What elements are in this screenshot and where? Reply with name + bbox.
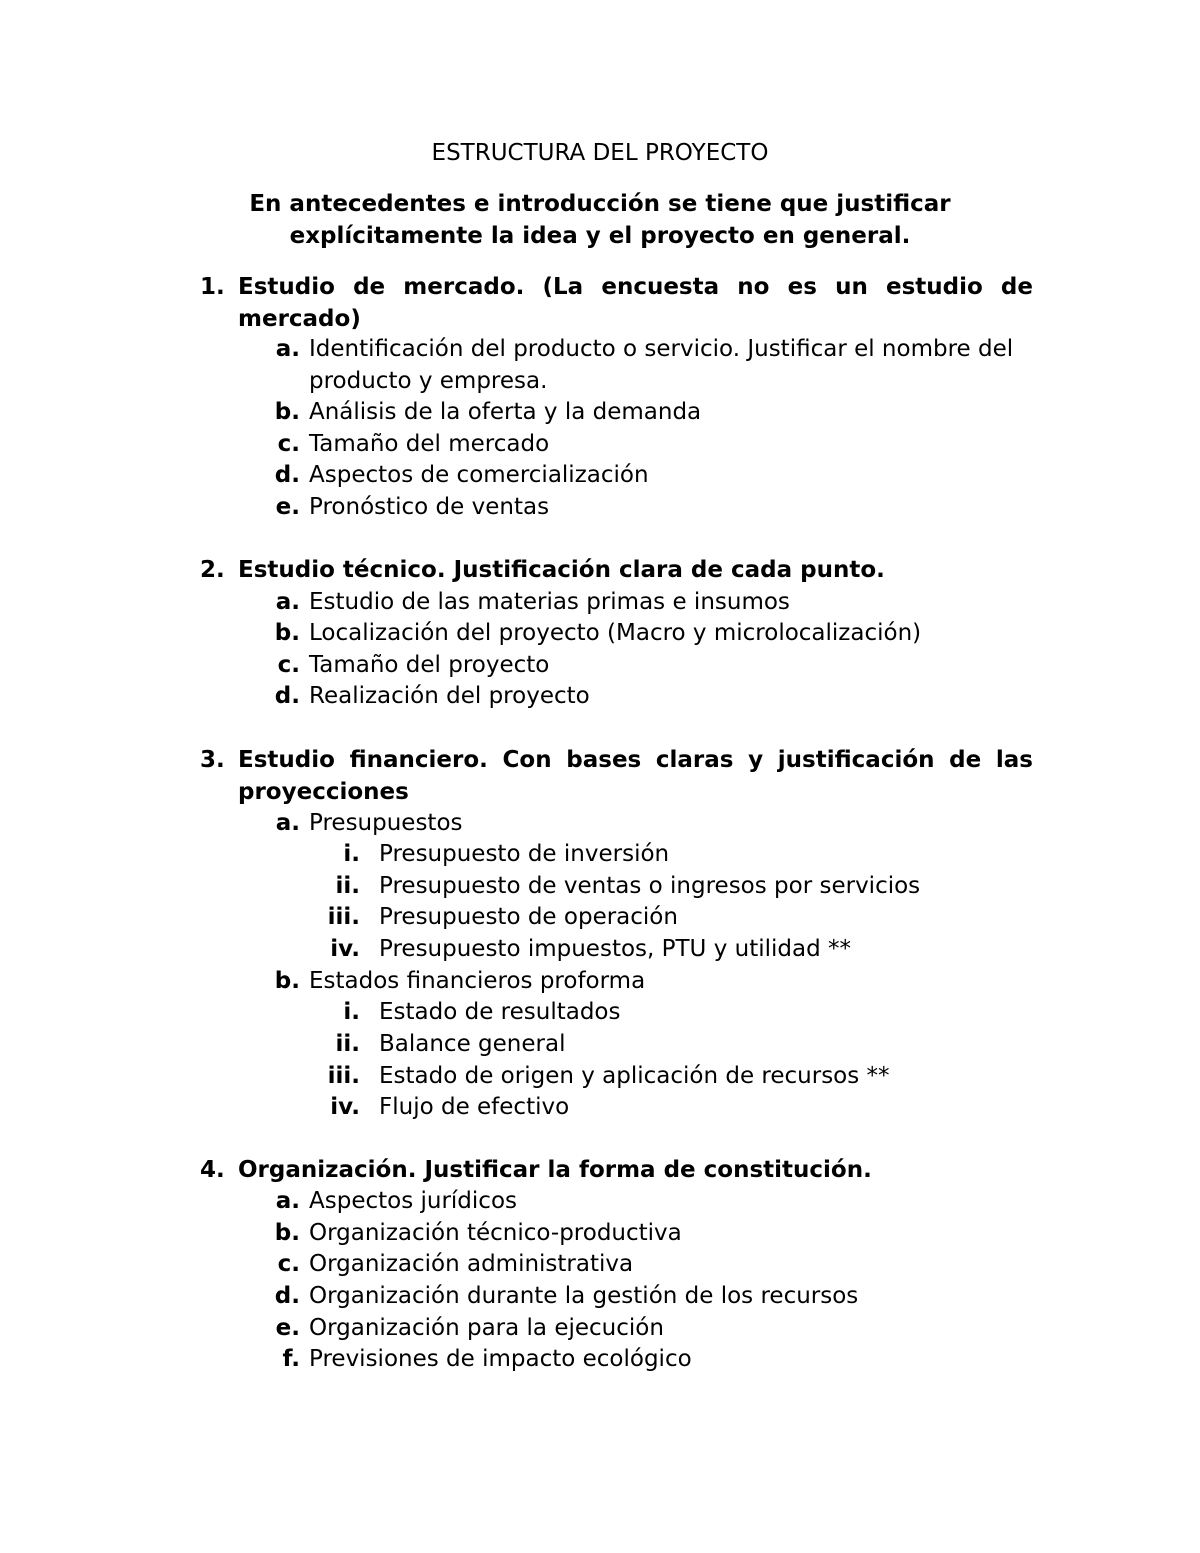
section-2-title-line: Estudio técnico. Justificación clara de cada punto.	[238, 557, 885, 583]
list-item-line-1: Identificación del producto o servicio. Justificar el nombre del	[309, 336, 1014, 362]
list-item: Previsiones de impacto ecológico	[309, 1346, 692, 1372]
list-item: Análisis de la oferta y la demanda	[309, 399, 702, 425]
sublist-item: Presupuesto impuestos, PTU y utilidad **	[379, 936, 851, 962]
sublist-marker: ii.	[335, 873, 360, 899]
section-3-title	[238, 744, 1033, 808]
list-item: Localización del proyecto (Macro y microlocalización)	[309, 620, 922, 646]
section-3-number: 3.	[200, 747, 225, 773]
section-1-title-line-2: mercado)	[238, 306, 361, 332]
section-1-title-line-1: Estudio de mercado. (La encuesta no es un estudio de	[238, 274, 1033, 300]
list-item: Aspectos de comercialización	[309, 462, 649, 488]
intro-paragraph	[200, 188, 1000, 252]
list-marker: e.	[275, 494, 300, 520]
sublist-marker: ii.	[335, 1031, 360, 1057]
list-item-line-2: producto y empresa.	[309, 368, 548, 394]
list-item: Presupuestos	[309, 810, 463, 836]
intro-line-2: explícitamente la idea y el proyecto en general.	[289, 223, 911, 249]
list-marker: c.	[277, 652, 300, 678]
sublist-item: Presupuesto de operación	[379, 904, 678, 930]
list-marker: a.	[275, 589, 300, 615]
sublist-item: Presupuesto de inversión	[379, 841, 670, 867]
list-marker: f.	[282, 1346, 300, 1372]
list-marker: d.	[274, 1283, 300, 1309]
sublist-marker: iv.	[330, 936, 360, 962]
list-marker: b.	[274, 968, 300, 994]
list-item: Estudio de las materias primas e insumos	[309, 589, 790, 615]
list-marker: b.	[274, 399, 300, 425]
list-item: Organización para la ejecución	[309, 1315, 664, 1341]
list-marker: d.	[274, 462, 300, 488]
sublist-marker: iii.	[327, 1063, 360, 1089]
list-marker: a.	[275, 1188, 300, 1214]
list-item: Organización durante la gestión de los recursos	[309, 1283, 859, 1309]
list-item: Organización administrativa	[309, 1251, 634, 1277]
list-marker: a.	[275, 810, 300, 836]
section-4-title	[238, 1154, 1033, 1186]
list-item: Pronóstico de ventas	[309, 494, 550, 520]
list-item: Aspectos jurídicos	[309, 1188, 517, 1214]
sublist-marker: i.	[343, 999, 360, 1025]
sublist-marker: i.	[343, 841, 360, 867]
list-marker: c.	[277, 431, 300, 457]
sublist-item: Estado de resultados	[379, 999, 621, 1025]
sublist-marker: iii.	[327, 904, 360, 930]
list-item: Organización técnico-productiva	[309, 1220, 682, 1246]
section-4-number: 4.	[200, 1157, 225, 1183]
sublist-item: Flujo de efectivo	[379, 1094, 570, 1120]
sublist-marker: iv.	[330, 1094, 360, 1120]
sublist-item: Presupuesto de ventas o ingresos por servicios	[379, 873, 921, 899]
list-marker: c.	[277, 1251, 300, 1277]
sublist-item: Estado de origen y aplicación de recursos **	[379, 1063, 890, 1089]
section-1-number: 1.	[200, 274, 225, 300]
sublist-item: Balance general	[379, 1031, 566, 1057]
section-2-number: 2.	[200, 557, 225, 583]
list-item: Tamaño del proyecto	[309, 652, 550, 678]
list-marker: d.	[274, 683, 300, 709]
section-1-title	[238, 271, 1033, 335]
list-marker: b.	[274, 1220, 300, 1246]
list-item	[309, 333, 1039, 397]
intro-line-1: En antecedentes e introducción se tiene que justificar	[249, 191, 951, 217]
list-marker: a.	[275, 336, 300, 362]
document-title: ESTRUCTURA DEL PROYECTO	[431, 140, 769, 166]
list-item: Tamaño del mercado	[309, 431, 550, 457]
list-marker: e.	[275, 1315, 300, 1341]
list-marker: b.	[274, 620, 300, 646]
section-2-title	[238, 554, 1033, 586]
section-3-title-line-1: Estudio financiero. Con bases claras y justificación de las	[238, 747, 1033, 773]
section-3-title-line-2: proyecciones	[238, 779, 409, 805]
section-4-title-line: Organización. Justificar la forma de constitución.	[238, 1157, 872, 1183]
list-item: Estados financieros proforma	[309, 968, 646, 994]
list-item: Realización del proyecto	[309, 683, 590, 709]
